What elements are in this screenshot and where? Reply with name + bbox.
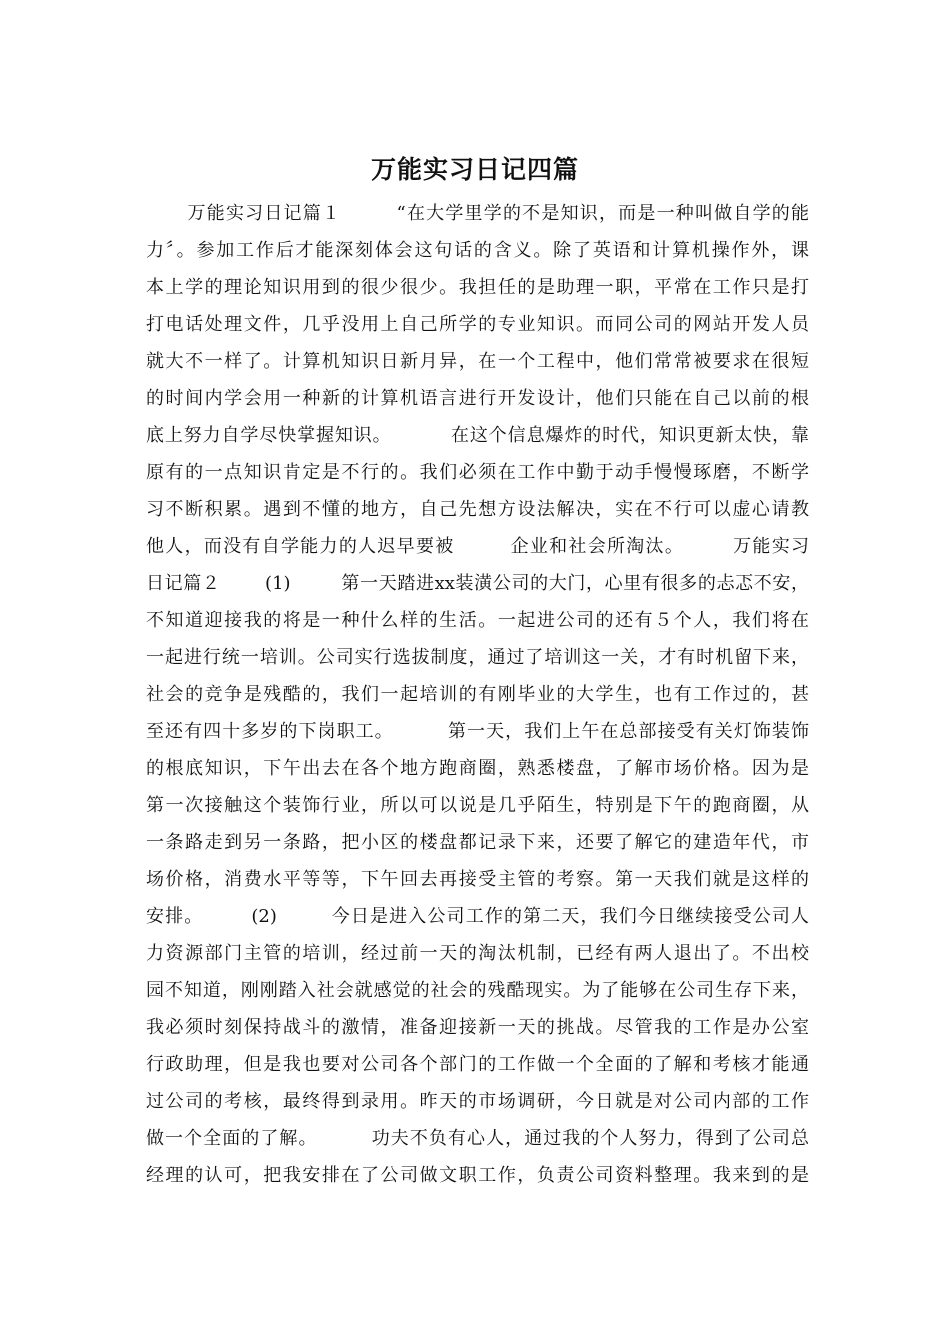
text-line: 原有的一点知识肯定是不行的。我们必须在工作中勤于动手慢慢琢磨，不断学: [146, 462, 809, 483]
document-title: 万能实习日记四篇: [370, 155, 579, 184]
text-line: 底上努力自学尽快掌握知识。 在这个信息爆炸的时代，知识更新太快，靠: [146, 425, 809, 446]
text-line: 就大不一样了。计算机知识日新月异，在一个工程中，他们常常被要求在很短: [146, 351, 809, 372]
text-line: 安排。 (2) 今日是进入公司工作的第二天，我们今日继续接受公司人: [146, 906, 809, 927]
text-line: 过公司的考核，最终得到录用。昨天的市场调研，今日就是对公司内部的工作: [146, 1091, 809, 1112]
text-line: 一起进行统一培训。公司实行选拔制度，通过了培训这一关，才有时机留下来，: [146, 647, 809, 668]
text-line: 他人，而没有自学能力的人迟早要被 企业和社会所淘汰。 万能实习: [146, 536, 809, 557]
text-line: 本上学的理论知识用到的很少很少。我担任的是助理一职，平常在工作只是打: [146, 277, 809, 298]
text-line: 打电话处理文件，几乎没用上自己所学的专业知识。而同公司的网站开发人员: [146, 314, 809, 335]
text-line: 场价格，消费水平等等，下午回去再接受主管的考察。第一天我们就是这样的: [146, 869, 809, 890]
text-line: 社会的竞争是残酷的，我们一起培训的有刚毕业的大学生，也有工作过的，甚: [146, 684, 809, 705]
text-line: 习不断积累。遇到不懂的地方，自己先想方设法解决，实在不行可以虚心请教: [146, 499, 809, 520]
text-line: 至还有四十多岁的下岗职工。 第一天，我们上午在总部接受有关灯饰装饰: [146, 721, 809, 742]
text-line: 经理的认可，把我安排在了公司做文职工作，负责公司资料整理。我来到的是: [146, 1165, 809, 1186]
document-body: [146, 195, 809, 1194]
text-line: 不知道迎接我的将是一种什么样的生活。一起进公司的还有５个人，我们将在: [146, 610, 809, 631]
text-line: 园不知道，刚刚踏入社会就感觉的社会的残酷现实。为了能够在公司生存下来，: [146, 980, 809, 1001]
text-line: 一条路走到另一条路，把小区的楼盘都记录下来，还要了解它的建造年代，市: [146, 832, 809, 853]
text-line: 做一个全面的了解。 功夫不负有心人，通过我的个人努力，得到了公司总: [146, 1128, 809, 1149]
text-line: 我必须时刻保持战斗的激情，准备迎接新一天的挑战。尽管我的工作是办公室: [146, 1017, 809, 1038]
text-line: 行政助理，但是我也要对公司各个部门的工作做一个全面的了解和考核才能通: [146, 1054, 809, 1075]
text-line: 日记篇２ (1) 第一天踏进xx装潢公司的大门，心里有很多的忐忑不安，: [146, 573, 809, 594]
text-line: 力资源部门主管的培训，经过前一天的淘汰机制，已经有两人退出了。不出校: [146, 943, 809, 964]
text-line: 第一次接触这个装饰行业，所以可以说是几乎陌生，特别是下午的跑商圈，从: [146, 795, 809, 816]
text-line: 力〞。参加工作后才能深刻体会这句话的含义。除了英语和计算机操作外，课: [146, 240, 809, 261]
text-line: 的根底知识，下午出去在各个地方跑商圈，熟悉楼盘，了解市场价格。因为是: [146, 758, 809, 779]
text-line: 万能实习日记篇１ “在大学里学的不是知识，而是一种叫做自学的能: [146, 203, 809, 224]
text-line: 的时间内学会用一种新的计算机语言进行开发设计，他们只能在自己以前的根: [146, 388, 809, 409]
